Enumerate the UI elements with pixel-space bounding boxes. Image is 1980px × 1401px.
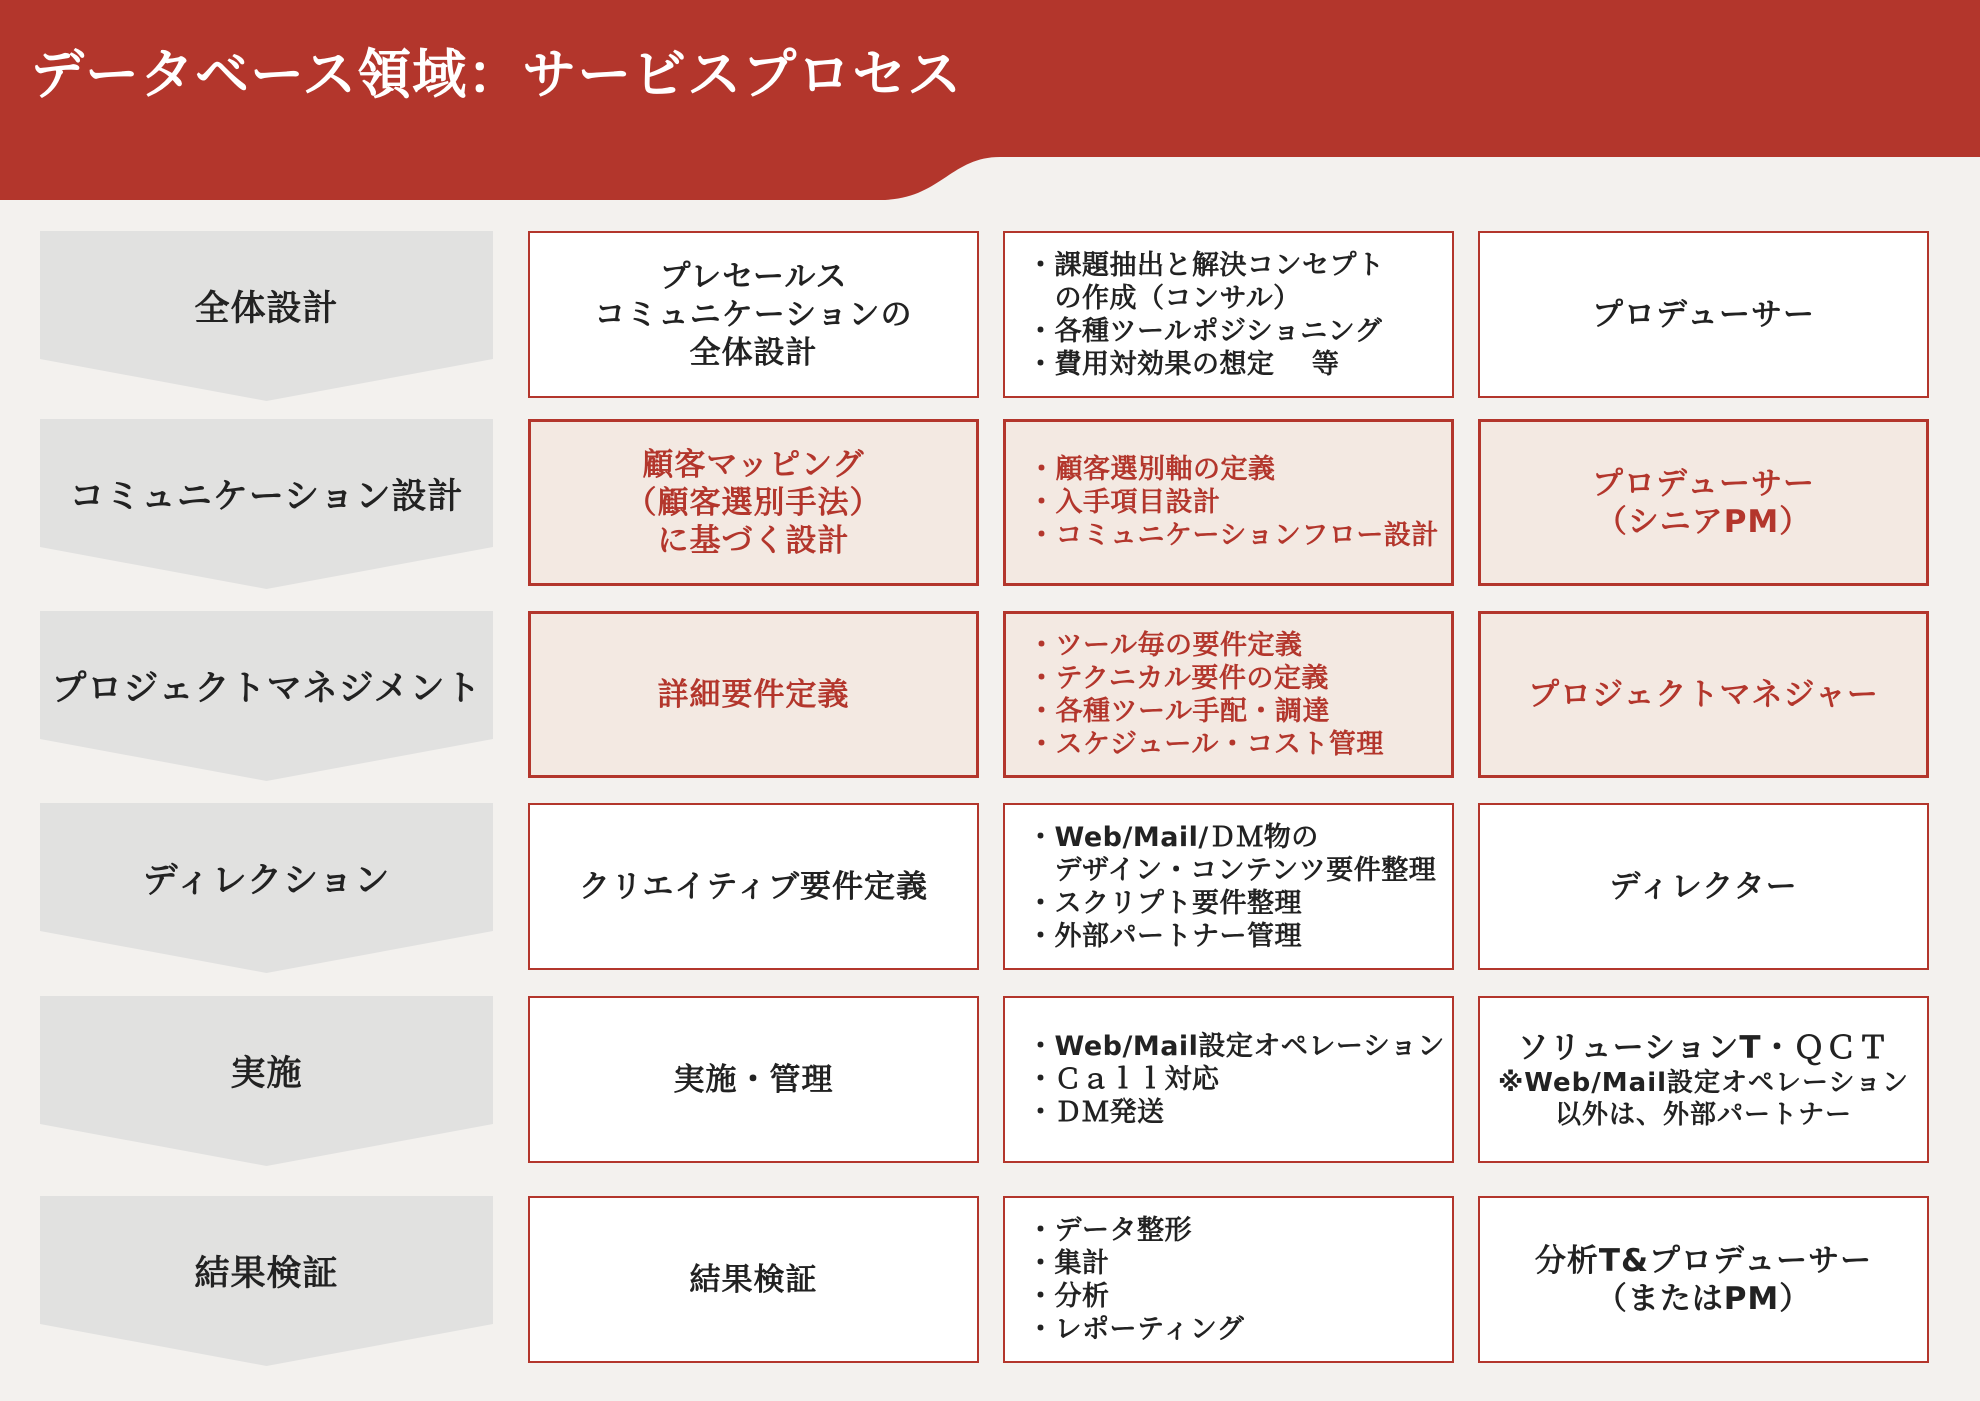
role-cell	[1478, 996, 1929, 1163]
stage-label: 全体設計	[194, 289, 339, 329]
detail-item: ・Ｃａｌｌ対応	[1027, 1064, 1220, 1095]
stage-chevron	[40, 419, 493, 589]
stage-chevron	[40, 611, 493, 781]
process-row	[0, 996, 1980, 1166]
detail-item: ・課題抽出と解決コンセプト の作成（コンサル）	[1027, 249, 1385, 314]
detail-item: ・集計	[1027, 1247, 1110, 1279]
task-text: 詳細要件定義	[657, 676, 850, 713]
stage-chevron	[40, 803, 493, 973]
role-cell	[1478, 231, 1929, 398]
task-cell	[528, 803, 979, 970]
role-text: 分析T&プロデューサー （またはPM）	[1534, 1242, 1873, 1317]
task-text: 実施・管理	[673, 1061, 834, 1098]
role-wrap	[1609, 868, 1797, 906]
process-row	[0, 803, 1980, 973]
detail-item: ・外部パートナー管理	[1027, 920, 1302, 952]
task-text: プレセールス コミュニケーションの 全体設計	[594, 258, 913, 371]
details-cell	[1003, 611, 1454, 778]
role-text: ディレクター	[1609, 868, 1798, 905]
task-cell	[528, 419, 979, 586]
role-text: プロデューサー （シニアPM）	[1591, 465, 1816, 540]
details-cell	[1003, 231, 1454, 398]
stage-chevron	[40, 996, 493, 1166]
role-wrap	[1592, 465, 1815, 541]
process-row	[0, 231, 1980, 401]
role-cell	[1478, 419, 1929, 586]
detail-item: ・Web/Mail設定オペレーション	[1027, 1031, 1445, 1062]
task-text: 顧客マッピング （顧客選別手法） に基づく設計	[625, 446, 882, 559]
detail-list	[1006, 629, 1451, 761]
detail-list	[1006, 453, 1451, 552]
role-wrap	[1592, 296, 1815, 334]
detail-item: ・各種ツールポジショニング	[1027, 315, 1383, 347]
detail-item: ・テクニカル要件の定義	[1028, 662, 1329, 694]
detail-item: ・Web/Mail/ＤＭ物の デザイン・コンテンツ要件整理	[1027, 821, 1437, 886]
detail-item: ・レポーティング	[1027, 1313, 1245, 1345]
detail-item: ・データ整形	[1027, 1214, 1192, 1246]
page-title: データベース領域：サービスプロセス	[30, 43, 963, 106]
role-text: プロデューサー	[1591, 296, 1816, 333]
detail-list	[1005, 1030, 1452, 1129]
role-note: ※Web/Mail設定オペレーション 以外は、外部パートナー	[1498, 1067, 1909, 1130]
role-wrap	[1498, 1029, 1909, 1131]
detail-item: ・ＤＭ発送	[1027, 1097, 1165, 1128]
stage-chevron	[40, 1196, 493, 1366]
details-cell	[1003, 996, 1454, 1163]
detail-list	[1005, 821, 1452, 953]
details-cell	[1003, 1196, 1454, 1363]
task-cell	[528, 231, 979, 398]
task-cell	[528, 611, 979, 778]
stage-chevron	[40, 231, 493, 401]
detail-item: ・スケジュール・コスト管理	[1028, 728, 1384, 760]
detail-item: ・各種ツール手配・調達	[1028, 695, 1330, 727]
stage-label: ディレクション	[142, 861, 391, 901]
header-banner	[0, 0, 1980, 215]
role-cell	[1478, 803, 1929, 970]
stage-label: 結果検証	[194, 1254, 339, 1294]
role-text: ソリューションT・ＱＣＴ	[1517, 1029, 1890, 1066]
role-cell	[1478, 1196, 1929, 1363]
task-text: 結果検証	[689, 1261, 818, 1298]
stage-label: コミュニケーション設計	[69, 477, 464, 517]
detail-item: ・コミュニケーションフロー設計	[1028, 520, 1439, 551]
detail-list	[1005, 249, 1452, 381]
detail-item: ・ツール毎の要件定義	[1028, 629, 1303, 661]
process-row	[0, 611, 1980, 781]
detail-item: ・入手項目設計	[1028, 487, 1221, 518]
process-row	[0, 419, 1980, 589]
details-cell	[1003, 803, 1454, 970]
task-cell	[528, 996, 979, 1163]
role-wrap	[1535, 1242, 1872, 1318]
detail-item: ・顧客選別軸の定義	[1028, 454, 1276, 485]
role-wrap	[1528, 676, 1879, 714]
role-cell	[1478, 611, 1929, 778]
detail-item: ・分析	[1027, 1280, 1110, 1312]
stage-label: プロジェクトマネジメント	[51, 669, 482, 709]
role-text: プロジェクトマネジャー	[1528, 676, 1879, 713]
detail-item: ・スクリプト要件整理	[1027, 887, 1302, 919]
stage-label: 実施	[230, 1054, 303, 1094]
detail-list	[1005, 1214, 1452, 1346]
details-cell	[1003, 419, 1454, 586]
detail-item: ・費用対効果の想定 等	[1027, 348, 1340, 380]
task-cell	[528, 1196, 979, 1363]
task-text: クリエイティブ要件定義	[579, 868, 928, 905]
process-row	[0, 1196, 1980, 1366]
